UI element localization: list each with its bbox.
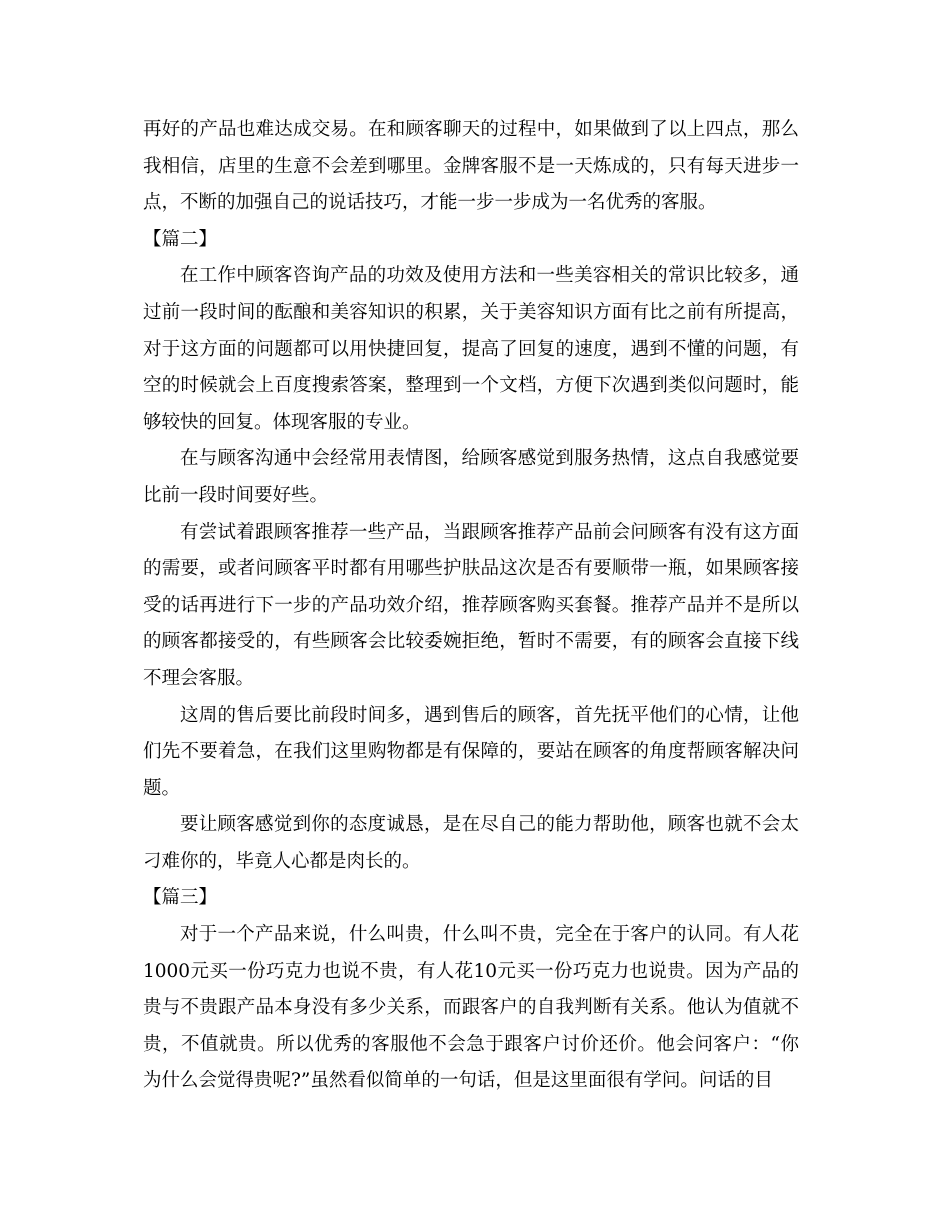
paragraph: 在与顾客沟通中会经常用表情图，给顾客感觉到服务热情，这点自我感觉要比前一段时间要好些。 [143,448,799,506]
document-body [143,112,799,1100]
paragraph: 这周的售后要比前段时间多，遇到售后的顾客，首先抚平他们的心情，让他们先不要着急，在我们这里购物都是有保障的，要站在顾客的角度帮顾客解决问题。 [143,704,799,799]
paragraph: 在工作中顾客咨询产品的功效及使用方法和一些美容相关的常识比较多，通过前一段时间的酝酿和美容知识的积累，关于美容知识方面有比之前有所提高，对于这方面的问题都可以用快捷回复，提高了回复的速度，遇到不懂的问题，有空的时候就会上百度搜索答案，整理到一个文档，方便下次遇到类似问题时，能够较快的回复。体现客服的专业。 [143,265,799,433]
paragraph-continuation: 再好的产品也难达成交易。在和顾客聊天的过程中，如果做到了以上四点，那么我相信，店里的生意不会差到哪里。金牌客服不是一天炼成的，只有每天进步一点，不断的加强自己的说话技巧，才能一步一步成为一名优秀的客服。 [143,119,799,214]
section-heading-part-three: 【篇三】 [143,887,218,909]
paragraph: 有尝试着跟顾客推荐一些产品，当跟顾客推荐产品前会问顾客有没有这方面的需要，或者问顾客平时都有用哪些护肤品这次是否有要顺带一瓶，如果顾客接受的话再进行下一步的产品功效介绍，推荐顾客购买套餐。推荐产品并不是所以的顾客都接受的，有些顾客会比较委婉拒绝，暂时不需要，有的顾客会直接下线不理会客服。 [143,521,799,689]
section-heading-part-two: 【篇二】 [143,228,218,250]
paragraph: 对于一个产品来说，什么叫贵，什么叫不贵，完全在于客户的认同。有人花1000元买一份巧克力也说不贵，有人花10元买一份巧克力也说贵。因为产品的贵与不贵跟产品本身没有多少关系，而跟客户的自我判断有关系。他认为值就不贵，不值就贵。所以优秀的客服他不会急于跟客户讨价还价。他会问客户：“你为什么会觉得贵呢?”虽然看似简单的一句话，但是这里面很有学问。问话的目 [143,924,799,1092]
paragraph: 要让顾客感觉到你的态度诚恳，是在尽自己的能力帮助他，顾客也就不会太刁难你的，毕竟人心都是肉长的。 [143,814,799,872]
